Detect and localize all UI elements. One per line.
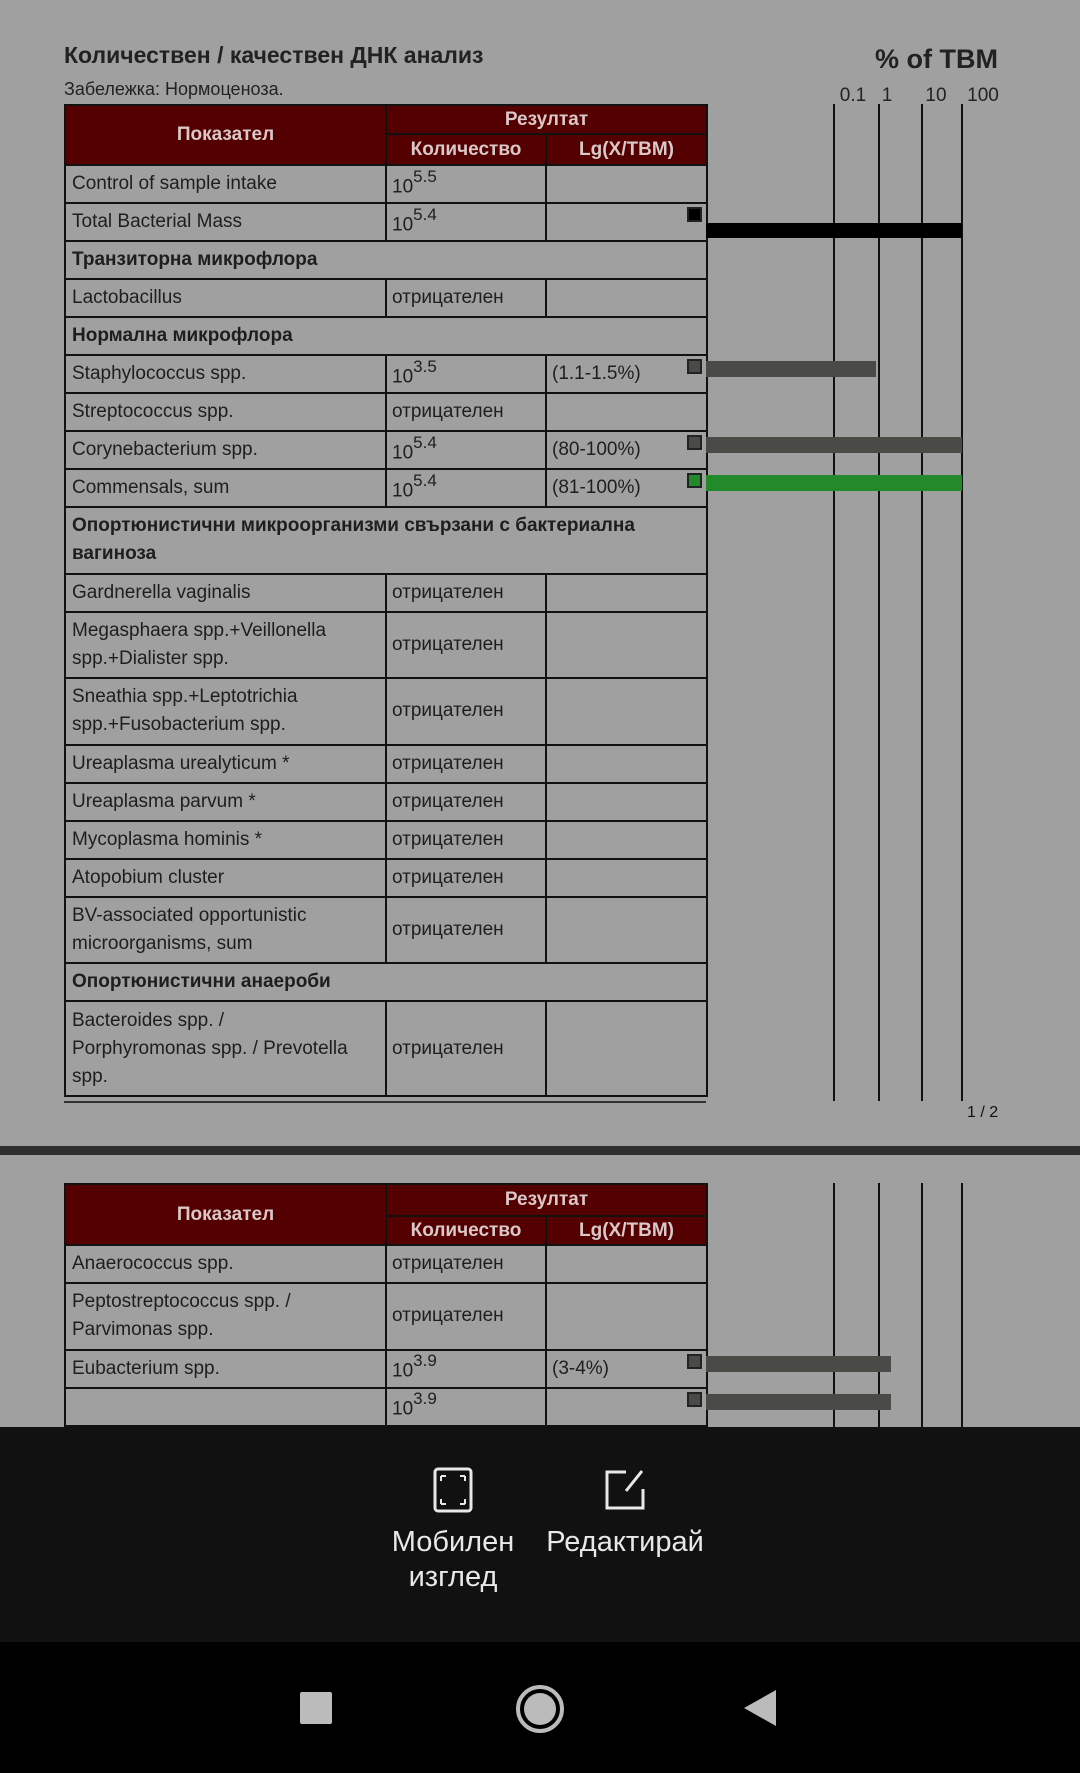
- lg-cell: [546, 574, 707, 612]
- lg-cell: [546, 355, 707, 393]
- quantity-exponent: 5.4: [413, 470, 437, 490]
- legend-marker: [687, 435, 702, 450]
- table-row: [65, 165, 707, 203]
- quantity-value: отрицателен: [392, 918, 504, 940]
- indicator-name: Ureaplasma urealyticum *: [65, 745, 386, 783]
- mobile-view-button[interactable]: [373, 1467, 533, 1595]
- section-title: Опортюнистични анаероби: [65, 963, 707, 1001]
- page-divider-line: [64, 1101, 706, 1103]
- lg-cell: [546, 203, 707, 241]
- mobile-view-label: Мобилен изглед: [391, 1526, 515, 1593]
- legend-marker: [687, 473, 702, 488]
- lg-cell: [546, 1245, 707, 1283]
- quantity-value: отрицателен: [392, 287, 504, 308]
- report-title: Количествен / качествен ДНК анализ: [64, 42, 484, 68]
- indicator-name: Streptococcus spp.: [65, 393, 386, 431]
- quantity-value: отрицателен: [392, 752, 504, 774]
- quantity-cell: [386, 1388, 546, 1426]
- table-row: [65, 1283, 707, 1350]
- quantity-cell: [386, 612, 546, 679]
- table-row: [65, 783, 707, 821]
- lg-cell: [546, 431, 707, 469]
- lg-value: (3-4%): [552, 1357, 610, 1379]
- section-row: [65, 963, 707, 1001]
- quantity-value: отрицателен: [392, 700, 504, 722]
- table-row: [65, 1388, 707, 1426]
- quantity-cell: [386, 678, 546, 745]
- quantity-base: 10: [392, 1398, 414, 1420]
- chart-gridline: [833, 104, 835, 1101]
- header-lg: Lg(X/TBM): [546, 134, 707, 165]
- legend-marker: [687, 207, 702, 222]
- report-note: Забележка: Нормоценоза.: [64, 79, 284, 99]
- indicator-name: Bacteroides spp. / Porphyromonas spp. / Prevotella spp.: [65, 1001, 386, 1096]
- section-title: Нормална микрофлора: [65, 317, 707, 355]
- indicator-name: BV-associated opportunistic microorganisms, sum: [65, 897, 386, 964]
- indicator-name: [65, 1388, 386, 1426]
- quantity-value: отрицателен: [392, 828, 504, 850]
- quantity-value: отрицателен: [392, 866, 504, 888]
- section-row: [65, 317, 707, 355]
- lg-value: (81-100%): [552, 477, 641, 498]
- quantity-exponent: 5.4: [413, 432, 437, 452]
- quantity-cell: [386, 203, 546, 241]
- quantity-base: 10: [392, 214, 414, 236]
- tick-label: 10: [925, 85, 947, 106]
- results-table-page2: [64, 1183, 708, 1427]
- quantity-cell: [386, 469, 546, 507]
- quantity-cell: [386, 1283, 546, 1350]
- indicator-name: Total Bacterial Mass: [65, 203, 386, 241]
- lg-cell: [546, 469, 707, 507]
- tick-label: 0.1: [839, 85, 867, 106]
- system-nav-bar: [0, 1642, 1080, 1773]
- percent-bar: [706, 361, 876, 377]
- lg-cell: [546, 279, 707, 317]
- quantity-value: отрицателен: [392, 401, 504, 422]
- table-row: [65, 431, 707, 469]
- indicator-name: Commensals, sum: [65, 469, 386, 507]
- indicator-name: Sneathia spp.+Leptotrichia spp.+Fusobacterium spp.: [65, 678, 386, 745]
- section-title: Транзиторна микрофлора: [65, 241, 707, 279]
- quantity-value: отрицателен: [392, 581, 504, 603]
- quantity-cell: [386, 1350, 546, 1388]
- quantity-exponent: 3.9: [413, 1389, 437, 1409]
- lg-cell: [546, 1283, 707, 1350]
- table-row: [65, 745, 707, 783]
- section-row: [65, 241, 707, 279]
- quantity-base: 10: [392, 480, 414, 502]
- table-row: [65, 1350, 707, 1388]
- lg-cell: [546, 1388, 707, 1426]
- home-icon: [524, 1693, 556, 1725]
- chart-gridline: [878, 104, 880, 1101]
- back-button[interactable]: [744, 1690, 776, 1726]
- quantity-cell: [386, 165, 546, 203]
- quantity-cell: [386, 897, 546, 964]
- table-row: [65, 1001, 707, 1096]
- header-quantity: Количество: [386, 1216, 546, 1245]
- mobile-view-icon: [433, 1467, 473, 1513]
- section-title: Опортюнистични микроорганизми свързани с бактериална вагиноза: [65, 507, 707, 574]
- page-gap: [0, 1146, 1080, 1155]
- table-row: [65, 678, 707, 745]
- lg-cell: [546, 783, 707, 821]
- legend-marker: [687, 359, 702, 374]
- table-row: [65, 1245, 707, 1283]
- quantity-base: 10: [392, 442, 414, 464]
- table-row: [65, 469, 707, 507]
- results-table-page1: [64, 104, 708, 1097]
- chart-gridline: [833, 1183, 835, 1427]
- lg-value: (1.1-1.5%): [552, 363, 641, 384]
- quantity-cell: [386, 355, 546, 393]
- lg-cell: [546, 897, 707, 964]
- chart-gridline: [878, 1183, 880, 1427]
- edit-button[interactable]: [545, 1467, 705, 1560]
- chart-gridline: [961, 104, 963, 1101]
- section-row: [65, 507, 707, 574]
- quantity-value: отрицателен: [392, 1037, 504, 1059]
- quantity-cell: [386, 783, 546, 821]
- recents-button[interactable]: [300, 1692, 332, 1724]
- page-number: 1 / 2: [967, 1104, 999, 1121]
- indicator-name: Eubacterium spp.: [65, 1350, 386, 1388]
- indicator-name: Mycoplasma hominis *: [65, 821, 386, 859]
- indicator-name: Atopobium cluster: [65, 859, 386, 897]
- home-button[interactable]: [516, 1685, 564, 1733]
- indicator-name: Control of sample intake: [65, 165, 386, 203]
- edit-label: Редактирай: [546, 1526, 704, 1558]
- quantity-base: 10: [392, 176, 414, 198]
- indicator-name: Lactobacillus: [65, 279, 386, 317]
- percent-bar: [706, 1356, 891, 1372]
- table-row: [65, 355, 707, 393]
- lg-cell: [546, 165, 707, 203]
- quantity-cell: [386, 1001, 546, 1096]
- indicator-name: Gardnerella vaginalis: [65, 574, 386, 612]
- table-row: [65, 612, 707, 679]
- lg-cell: [546, 612, 707, 679]
- lg-cell: [546, 859, 707, 897]
- percent-bar: [706, 223, 962, 238]
- lg-value: (80-100%): [552, 439, 641, 460]
- percent-bar: [706, 437, 962, 453]
- quantity-base: 10: [392, 1360, 414, 1382]
- indicator-name: Corynebacterium spp.: [65, 431, 386, 469]
- chart-gridline: [921, 104, 923, 1101]
- lg-cell: [546, 393, 707, 431]
- table-row: [65, 279, 707, 317]
- indicator-name: Ureaplasma parvum *: [65, 783, 386, 821]
- header-indicator: Показател: [65, 105, 386, 165]
- header-lg: Lg(X/TBM): [546, 1216, 707, 1245]
- quantity-exponent: 3.5: [413, 356, 437, 376]
- lg-cell: [546, 821, 707, 859]
- legend-marker: [687, 1354, 702, 1369]
- bottom-action-sheet: [0, 1427, 1080, 1642]
- quantity-cell: [386, 574, 546, 612]
- lg-cell: [546, 745, 707, 783]
- quantity-cell: [386, 279, 546, 317]
- lg-cell: [546, 1350, 707, 1388]
- quantity-value: отрицателен: [392, 1305, 504, 1327]
- quantity-base: 10: [392, 366, 414, 388]
- quantity-cell: [386, 859, 546, 897]
- table-row: [65, 393, 707, 431]
- lg-cell: [546, 1001, 707, 1096]
- percent-bar: [706, 1394, 891, 1410]
- chart-title: % of TBM: [875, 44, 998, 74]
- quantity-value: отрицателен: [392, 790, 504, 812]
- quantity-exponent: 5.4: [413, 204, 437, 224]
- tick-label: 1: [881, 85, 893, 106]
- table-row: [65, 859, 707, 897]
- legend-marker: [687, 1392, 702, 1407]
- percent-bar: [706, 475, 962, 491]
- header-quantity: Количество: [386, 134, 546, 165]
- quantity-cell: [386, 1245, 546, 1283]
- edit-icon: [602, 1467, 648, 1513]
- quantity-exponent: 5.5: [413, 166, 437, 186]
- indicator-name: Staphylococcus spp.: [65, 355, 386, 393]
- header-result: Резултат: [386, 1184, 707, 1216]
- table-row: [65, 574, 707, 612]
- lg-cell: [546, 678, 707, 745]
- header-result: Резултат: [386, 105, 707, 134]
- quantity-value: отрицателен: [392, 633, 504, 655]
- quantity-value: отрицателен: [392, 1253, 504, 1274]
- indicator-name: Peptostreptococcus spp. / Parvimonas spp.: [65, 1283, 386, 1350]
- quantity-exponent: 3.9: [413, 1351, 437, 1371]
- table-row: [65, 203, 707, 241]
- header-indicator: Показател: [65, 1184, 386, 1245]
- indicator-name: Anaerococcus spp.: [65, 1245, 386, 1283]
- table-row: [65, 897, 707, 964]
- indicator-name: Megasphaera spp.+Veillonella spp.+Dialister spp.: [65, 612, 386, 679]
- quantity-cell: [386, 745, 546, 783]
- chart-gridline: [961, 1183, 963, 1427]
- quantity-cell: [386, 821, 546, 859]
- tick-label: 100: [967, 85, 999, 106]
- quantity-cell: [386, 393, 546, 431]
- quantity-cell: [386, 431, 546, 469]
- chart-gridline: [921, 1183, 923, 1427]
- table-row: [65, 821, 707, 859]
